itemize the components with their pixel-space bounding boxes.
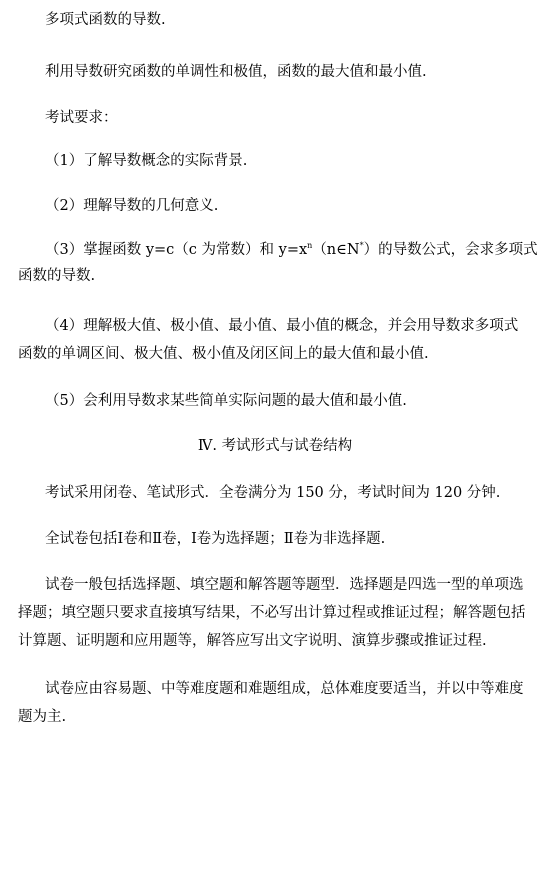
requirement-3-text-a: （3）掌握函数 y=c（c 为常数）和 y=x xyxy=(45,242,308,258)
requirement-1: （1）了解导数概念的实际背景. xyxy=(45,153,248,169)
paragraph-question-types-line-1: 试卷一般包括选择题、填空题和解答题等题型．选择题是四选一型的单项选 xyxy=(45,577,524,593)
paragraph-question-types-line-3: 计算题、证明题和应用题等，解答应写出文字说明、演算步骤或推证过程. xyxy=(18,633,487,649)
requirement-4-line-2: 函数的单调区间、极大值、极小值及闭区间上的最大值和最小值. xyxy=(18,346,429,362)
requirement-3-text-c: ）的导数公式，会求多项式 xyxy=(363,242,538,258)
requirement-4-line-1: （4）理解极大值、极小值、最小值、最小值的概念，并会用导数求多项式 xyxy=(45,318,519,334)
requirement-3-line-2: 函数的导数. xyxy=(18,268,96,284)
section-title: Ⅳ. 考试形式与试卷结构 xyxy=(197,438,353,454)
superscript-star: * xyxy=(359,241,364,250)
paragraph-question-types-line-2: 择题；填空题只要求直接填写结果，不必写出计算过程或推证过程；解答题包括 xyxy=(18,605,526,621)
requirement-3-text-b: （n∈N xyxy=(312,242,360,258)
requirement-2: （2）理解导数的几何意义. xyxy=(45,198,219,214)
paragraph-difficulty-line-1: 试卷应由容易题、中等难度题和难题组成，总体难度要适当，并以中等难度 xyxy=(45,681,524,697)
paragraph-polynomial-derivative: 多项式函数的导数. xyxy=(45,12,166,28)
paragraph-paper-structure: 全试卷包括Ⅰ卷和Ⅱ卷，Ⅰ卷为选择题；Ⅱ卷为非选择题. xyxy=(45,531,386,547)
requirement-5: （5）会利用导数求某些简单实际问题的最大值和最小值. xyxy=(45,393,407,409)
requirement-3-line-1 xyxy=(45,238,538,259)
exam-requirements-heading: 考试要求： xyxy=(45,110,118,126)
paragraph-derivative-applications: 利用导数研究函数的单调性和极值，函数的最大值和最小值. xyxy=(45,64,427,80)
paragraph-difficulty-line-2: 题为主. xyxy=(18,709,67,725)
superscript-n: n xyxy=(307,241,313,250)
paragraph-exam-format: 考试采用闭卷、笔试形式．全卷满分为 150 分，考试时间为 120 分钟. xyxy=(45,485,501,501)
